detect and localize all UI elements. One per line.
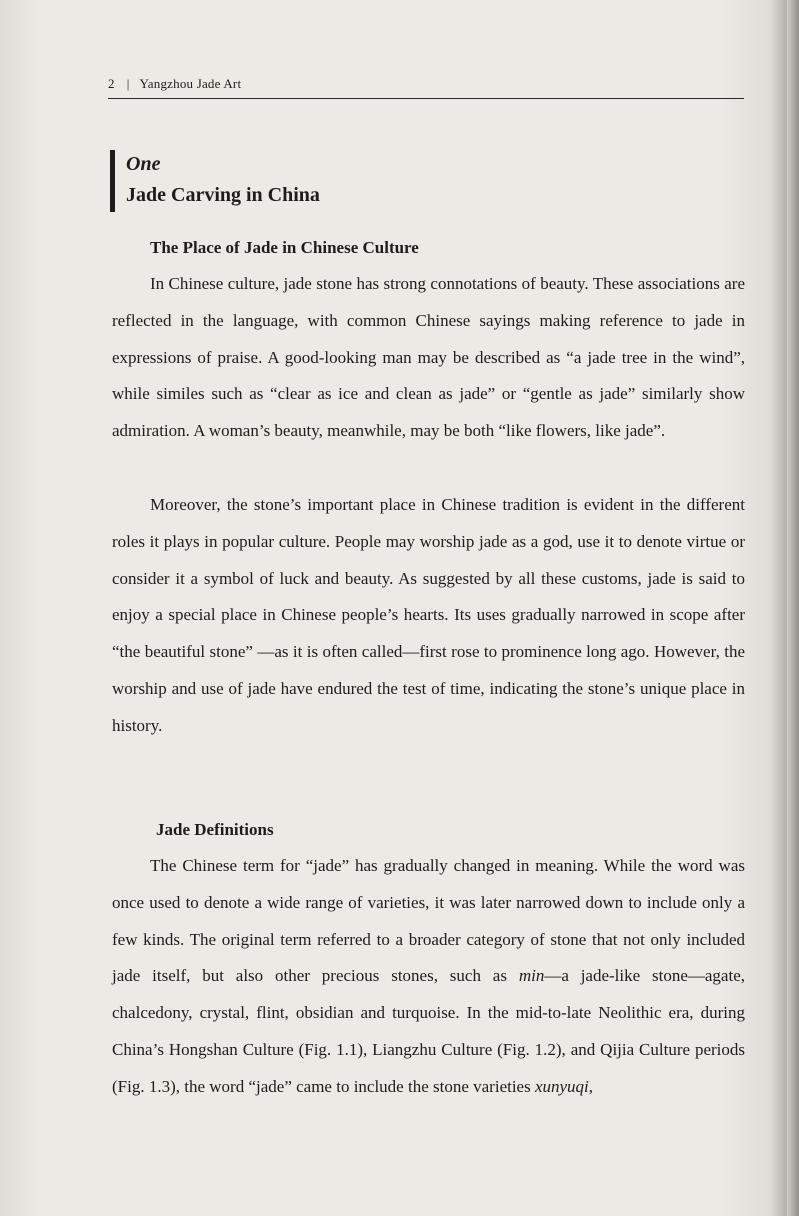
book-edge xyxy=(787,0,799,1216)
header-rule xyxy=(108,98,744,99)
section-heading-place-of-jade: The Place of Jade in Chinese Culture xyxy=(150,238,419,257)
paragraph-jade-beauty: In Chinese culture, jade stone has strong connotations of beauty. These associations are reflected in the language, with common Chinese sayings making reference to jade in expressions of praise. A good-looking man may be described as “a jade tree in the wind”, while similes such as “clear as ice and clean as jade” or “gentle as jade” similarly show admiration. A woman’s beauty, meanwhile, may be both “like flowers, like jade”. xyxy=(112,274,745,441)
section-heading-jade-definitions: Jade Definitions xyxy=(156,820,274,839)
header-separator: | xyxy=(126,76,130,91)
text-segment: , xyxy=(588,1076,594,1096)
book-title: Yangzhou Jade Art xyxy=(139,76,242,91)
chapter-number: One xyxy=(126,153,161,175)
text-segment: The Chinese term for “jade” has gradually changed in meaning. While the word was once used to denote a wide range of varieties, it was later narrowed down to include only a few kinds. The original term referred to a broader category of stone that not only included jade itself, but also other precious stones, such as xyxy=(112,856,745,986)
chapter-marker-bar xyxy=(110,150,115,212)
chapter-title: Jade Carving in China xyxy=(126,184,320,206)
page-number: 2 xyxy=(108,76,115,91)
text-segment: —a jade-like stone—agate, chalcedony, crystal, flint, obsidian and turquoise. In the mid-to-late Neolithic era, during China’s Hongshan Culture (Fig. 1.1), Liangzhu Culture (Fig. 1.2), and Qijia Culture periods (Fig. 1.3), the word “jade” came to include the stone varieties xyxy=(112,966,745,1096)
paragraph-jade-tradition: Moreover, the stone’s important place in Chinese tradition is evident in the different roles it plays in popular culture. People may worship jade as a god, use it to denote virtue or consider it a symbol of luck and beauty. As suggested by all these customs, jade is said to enjoy a special place in Chinese people’s hearts. Its uses gradually narrowed in scope after “the beautiful stone” —as it is often called—first rose to prominence long ago. However, the worship and use of jade have endured the test of time, indicating the stone’s unique place in history. xyxy=(112,495,745,735)
italic-term-xunyuqi: xunyuqi xyxy=(534,1076,589,1096)
paragraph-jade-definitions xyxy=(112,848,745,1106)
running-header xyxy=(108,76,241,92)
italic-term-min: min xyxy=(518,966,545,986)
